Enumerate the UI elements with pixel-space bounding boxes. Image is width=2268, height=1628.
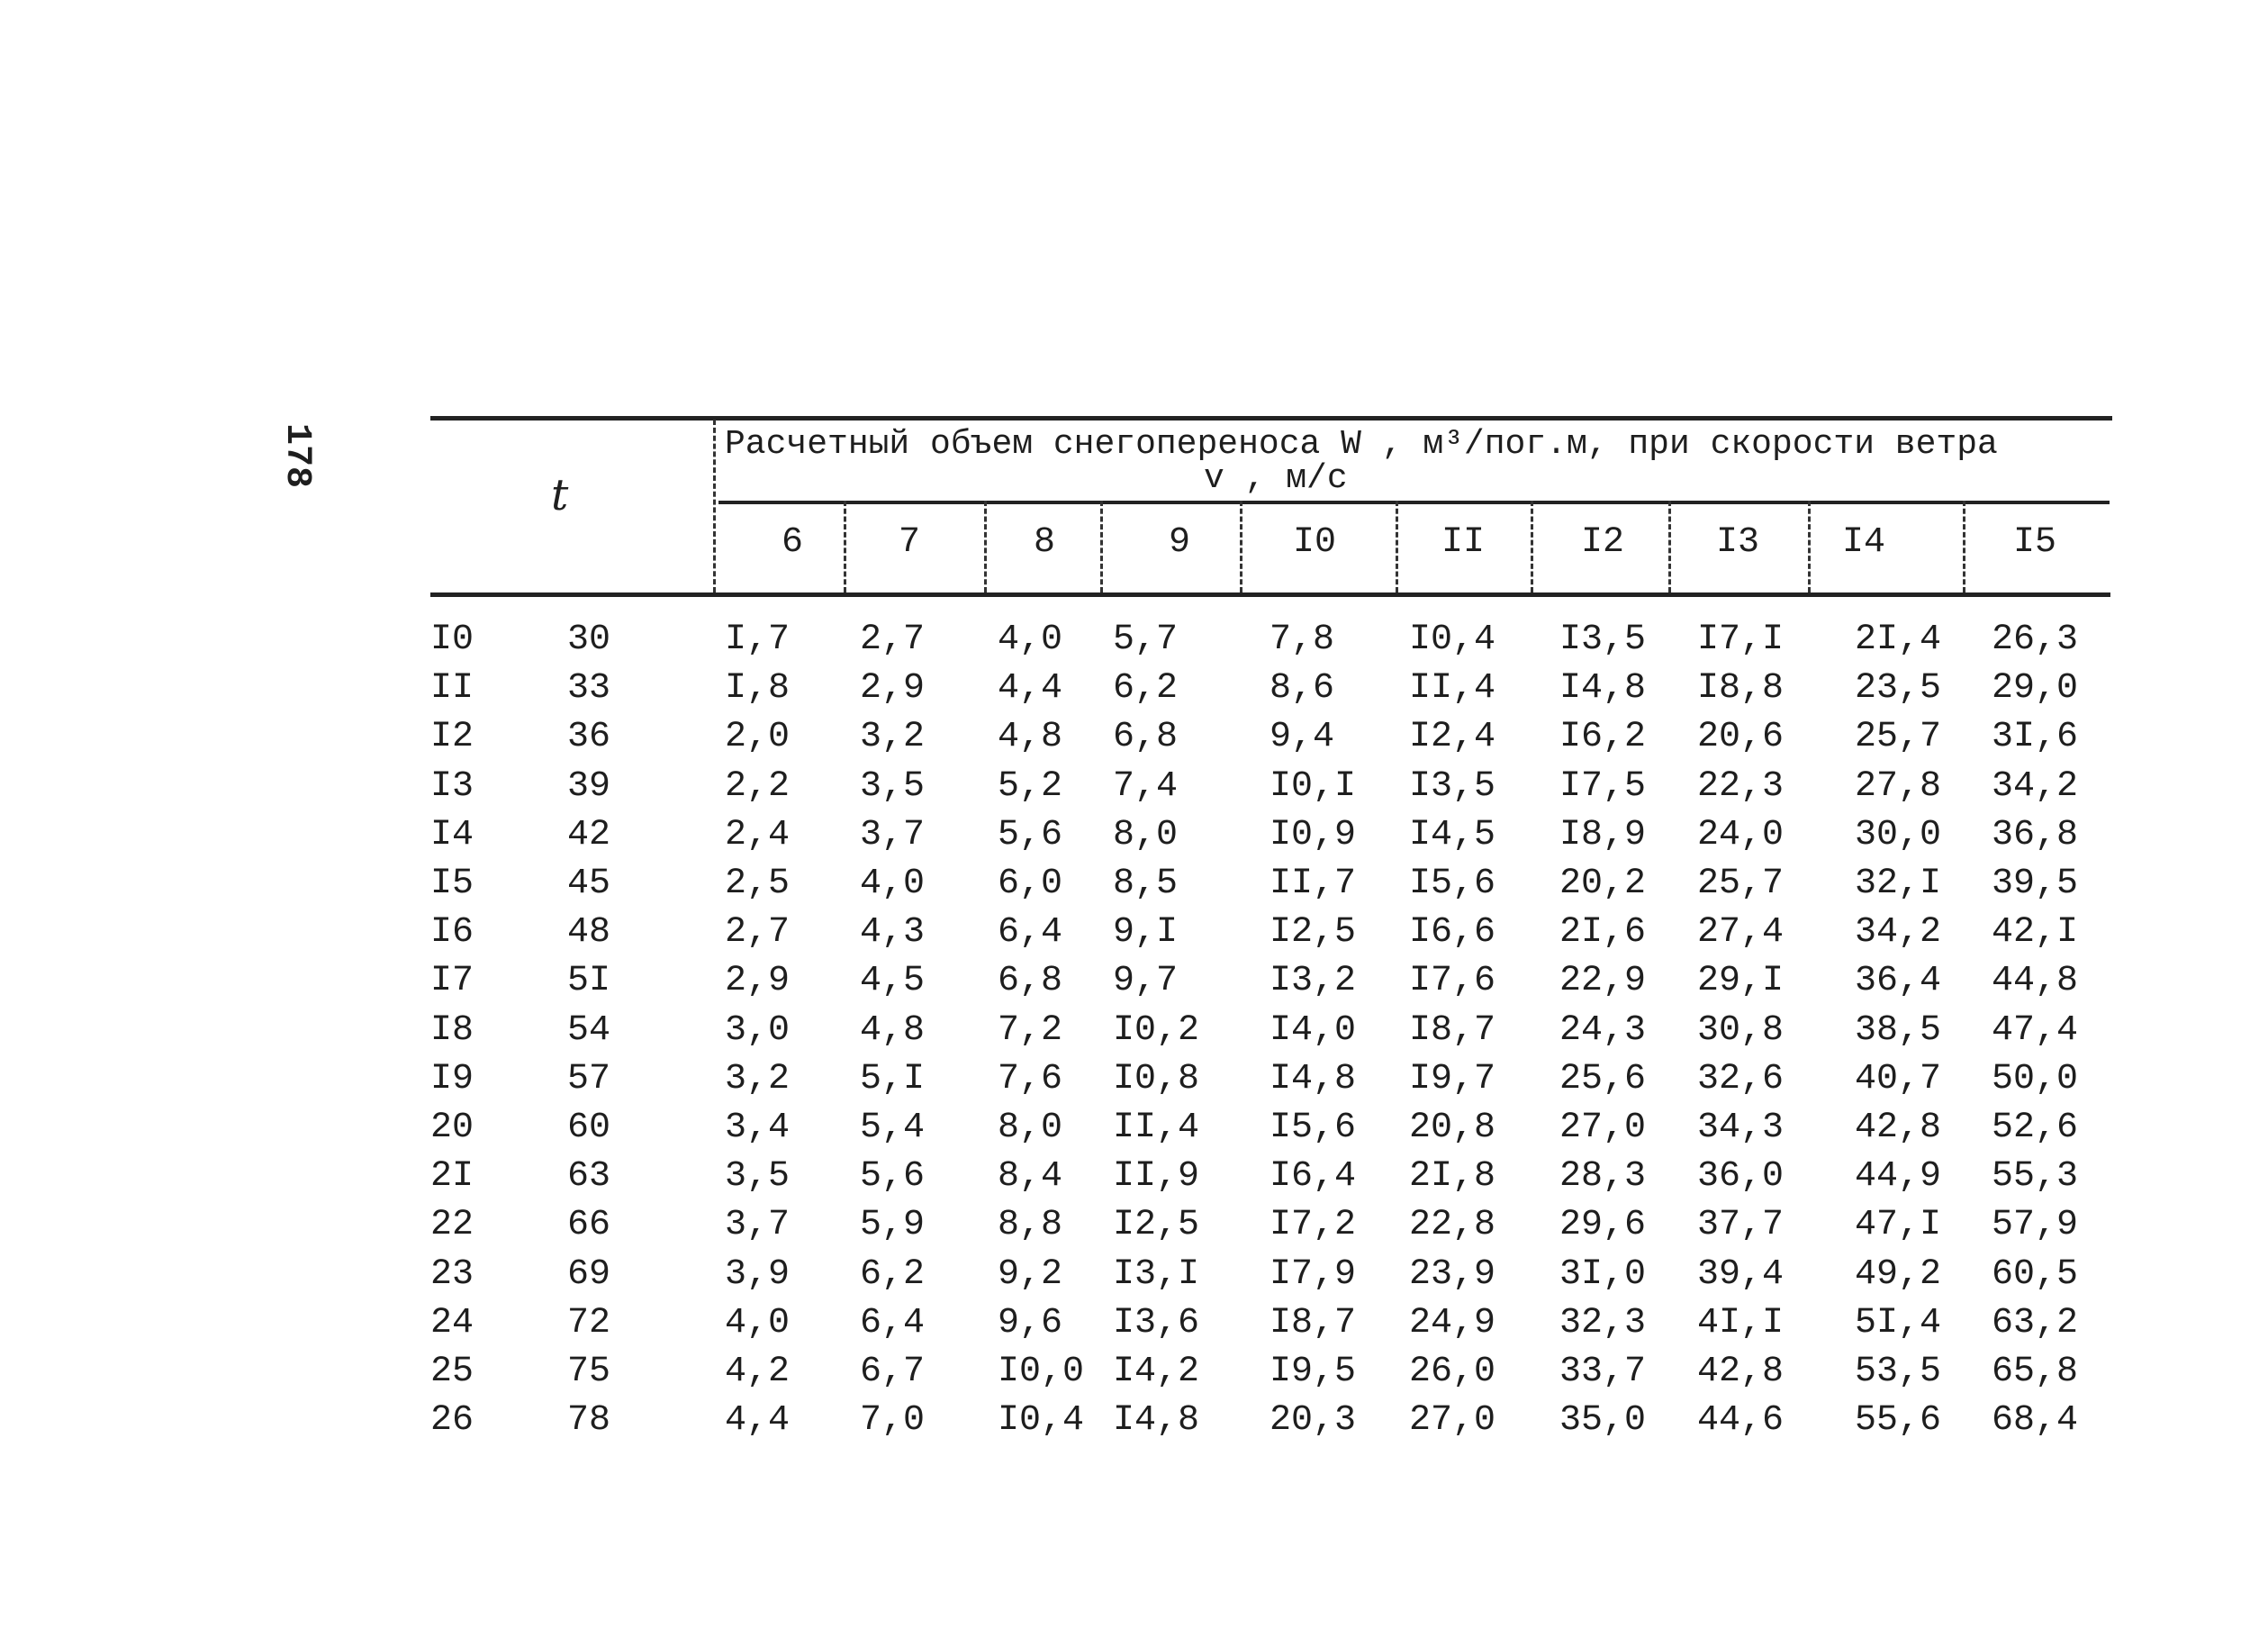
volume-cell: 52,6 xyxy=(1992,1108,2079,1148)
volume-cell: 3,2 xyxy=(725,1059,791,1099)
volume-cell: 60,5 xyxy=(1992,1254,2079,1295)
volume-cell: 2I,8 xyxy=(1409,1156,1496,1197)
volume-cell: 9,I xyxy=(1113,912,1179,953)
volume-cell: 40,7 xyxy=(1855,1059,1942,1099)
volume-cell: 2I,4 xyxy=(1855,620,1942,660)
volume-cell: 9,6 xyxy=(998,1303,1063,1343)
volume-cell: 2,7 xyxy=(725,912,791,953)
volume-cell: 5,2 xyxy=(998,766,1063,807)
row-index-cell: I4 xyxy=(430,815,474,855)
row-index-cell: 26 xyxy=(430,1400,474,1441)
row-index-cell: I3 xyxy=(430,766,474,807)
volume-cell: I3,5 xyxy=(1409,766,1496,807)
volume-cell: I7,2 xyxy=(1270,1205,1357,1245)
volume-cell: I9,5 xyxy=(1270,1352,1357,1392)
volume-cell: 2,2 xyxy=(725,766,791,807)
volume-cell: 25,7 xyxy=(1697,864,1785,904)
volume-cell: 39,4 xyxy=(1697,1254,1785,1295)
volume-cell: 44,6 xyxy=(1697,1400,1785,1441)
volume-cell: 65,8 xyxy=(1992,1352,2079,1392)
volume-cell: 2,9 xyxy=(725,961,791,1001)
wind-speed-header: 9 xyxy=(1168,522,1190,563)
t-value-cell: 42 xyxy=(567,815,611,855)
volume-cell: 3,7 xyxy=(860,815,926,855)
t-value-cell: 57 xyxy=(567,1059,611,1099)
volume-cell: I4,8 xyxy=(1270,1059,1357,1099)
volume-cell: 36,4 xyxy=(1855,961,1942,1001)
volume-cell: 24,3 xyxy=(1559,1010,1647,1051)
row-index-cell: I6 xyxy=(430,912,474,953)
volume-cell: 6,0 xyxy=(998,864,1063,904)
volume-cell: 22,3 xyxy=(1697,766,1785,807)
volume-cell: 50,0 xyxy=(1992,1059,2079,1099)
volume-cell: 8,0 xyxy=(1113,815,1179,855)
volume-cell: 68,4 xyxy=(1992,1400,2079,1441)
volume-cell: 9,4 xyxy=(1270,717,1335,757)
volume-cell: II,9 xyxy=(1113,1156,1200,1197)
volume-cell: I8,7 xyxy=(1409,1010,1496,1051)
volume-cell: 7,8 xyxy=(1270,620,1335,660)
volume-cell: 33,7 xyxy=(1559,1352,1647,1392)
volume-cell: 4,8 xyxy=(860,1010,926,1051)
volume-cell: 32,I xyxy=(1855,864,1942,904)
volume-cell: I9,7 xyxy=(1409,1059,1496,1099)
t-value-cell: 69 xyxy=(567,1254,611,1295)
volume-cell: 34,3 xyxy=(1697,1108,1785,1148)
volume-cell: I,8 xyxy=(725,668,791,709)
volume-cell: I2,5 xyxy=(1270,912,1357,953)
volume-cell: 25,6 xyxy=(1559,1059,1647,1099)
volume-cell: I0,8 xyxy=(1113,1059,1200,1099)
t-value-cell: 72 xyxy=(567,1303,611,1343)
volume-cell: 26,0 xyxy=(1409,1352,1496,1392)
volume-cell: 6,2 xyxy=(860,1254,926,1295)
volume-cell: 6,4 xyxy=(860,1303,926,1343)
volume-cell: I7,6 xyxy=(1409,961,1496,1001)
t-value-cell: 63 xyxy=(567,1156,611,1197)
volume-cell: 4,3 xyxy=(860,912,926,953)
t-value-cell: 36 xyxy=(567,717,611,757)
volume-cell: I6,4 xyxy=(1270,1156,1357,1197)
volume-cell: I4,2 xyxy=(1113,1352,1200,1392)
volume-cell: 22,9 xyxy=(1559,961,1647,1001)
column-separator xyxy=(984,501,987,592)
volume-cell: 57,9 xyxy=(1992,1205,2079,1245)
page-number: 178 xyxy=(276,423,317,489)
volume-cell: I5,6 xyxy=(1409,864,1496,904)
t-value-cell: 33 xyxy=(567,668,611,709)
volume-cell: 27,4 xyxy=(1697,912,1785,953)
header-inner-rule xyxy=(718,501,2110,504)
header-title-line2: v , м/с xyxy=(1204,459,1348,498)
volume-cell: 8,5 xyxy=(1113,864,1179,904)
row-index-cell: I2 xyxy=(430,717,474,757)
wind-speed-header: II xyxy=(1441,522,1485,563)
volume-cell: 29,I xyxy=(1697,961,1785,1001)
volume-cell: 5,4 xyxy=(860,1108,926,1148)
volume-cell: II,7 xyxy=(1270,864,1357,904)
volume-cell: 2,5 xyxy=(725,864,791,904)
volume-cell: I3,5 xyxy=(1559,620,1647,660)
volume-cell: 4,0 xyxy=(998,620,1063,660)
volume-cell: 44,8 xyxy=(1992,961,2079,1001)
volume-cell: 3I,0 xyxy=(1559,1254,1647,1295)
volume-cell: 9,7 xyxy=(1113,961,1179,1001)
volume-cell: 23,5 xyxy=(1855,668,1942,709)
volume-cell: 3I,6 xyxy=(1992,717,2079,757)
volume-cell: 5,6 xyxy=(860,1156,926,1197)
t-value-cell: 75 xyxy=(567,1352,611,1392)
row-index-cell: 22 xyxy=(430,1205,474,1245)
row-index-cell: II xyxy=(430,668,474,709)
volume-cell: 2,4 xyxy=(725,815,791,855)
wind-speed-header: 8 xyxy=(1033,522,1055,563)
volume-cell: 6,8 xyxy=(998,961,1063,1001)
volume-cell: 24,9 xyxy=(1409,1303,1496,1343)
row-index-cell: I9 xyxy=(430,1059,474,1099)
volume-cell: 2,7 xyxy=(860,620,926,660)
volume-cell: I0,4 xyxy=(1409,620,1496,660)
volume-cell: 47,I xyxy=(1855,1205,1942,1245)
volume-cell: 47,4 xyxy=(1992,1010,2079,1051)
volume-cell: 42,I xyxy=(1992,912,2079,953)
volume-cell: II,4 xyxy=(1409,668,1496,709)
volume-cell: I4,8 xyxy=(1559,668,1647,709)
volume-cell: 25,7 xyxy=(1855,717,1942,757)
volume-cell: I4,0 xyxy=(1270,1010,1357,1051)
volume-cell: I0,4 xyxy=(998,1400,1085,1441)
volume-cell: 4,4 xyxy=(998,668,1063,709)
volume-cell: 6,7 xyxy=(860,1352,926,1392)
volume-cell: 49,2 xyxy=(1855,1254,1942,1295)
volume-cell: 30,8 xyxy=(1697,1010,1785,1051)
volume-cell: 20,6 xyxy=(1697,717,1785,757)
volume-cell: 7,2 xyxy=(998,1010,1063,1051)
volume-cell: I7,5 xyxy=(1559,766,1647,807)
volume-cell: 55,3 xyxy=(1992,1156,2079,1197)
volume-cell: 34,2 xyxy=(1992,766,2079,807)
volume-cell: 27,0 xyxy=(1409,1400,1496,1441)
volume-cell: 24,0 xyxy=(1697,815,1785,855)
volume-cell: 20,2 xyxy=(1559,864,1647,904)
t-value-cell: 78 xyxy=(567,1400,611,1441)
volume-cell: 63,2 xyxy=(1992,1303,2079,1343)
wind-speed-header: I0 xyxy=(1292,522,1336,563)
volume-cell: I8,8 xyxy=(1697,668,1785,709)
wind-speed-header: 7 xyxy=(898,522,920,563)
row-index-cell: 2I xyxy=(430,1156,474,1197)
volume-cell: 2,9 xyxy=(860,668,926,709)
volume-cell: 3,9 xyxy=(725,1254,791,1295)
t-value-cell: 45 xyxy=(567,864,611,904)
volume-cell: 22,8 xyxy=(1409,1205,1496,1245)
volume-cell: 7,4 xyxy=(1113,766,1179,807)
volume-cell: 38,5 xyxy=(1855,1010,1942,1051)
header-title-line1: Расчетный объем снегопереноса W , м³/пог.м, при скорости ветра xyxy=(725,425,1998,464)
volume-cell: 8,8 xyxy=(998,1205,1063,1245)
volume-cell: 30,0 xyxy=(1855,815,1942,855)
volume-cell: I4,8 xyxy=(1113,1400,1200,1441)
volume-cell: I3,6 xyxy=(1113,1303,1200,1343)
volume-cell: 3,7 xyxy=(725,1205,791,1245)
row-index-cell: I5 xyxy=(430,864,474,904)
volume-cell: I3,2 xyxy=(1270,961,1357,1001)
volume-cell: 4,4 xyxy=(725,1400,791,1441)
wind-speed-header: I2 xyxy=(1580,522,1624,563)
volume-cell: I6,6 xyxy=(1409,912,1496,953)
volume-cell: 20,3 xyxy=(1270,1400,1357,1441)
volume-cell: 27,8 xyxy=(1855,766,1942,807)
volume-cell: II,4 xyxy=(1113,1108,1200,1148)
column-separator xyxy=(713,420,716,592)
volume-cell: 8,6 xyxy=(1270,668,1335,709)
volume-cell: 6,4 xyxy=(998,912,1063,953)
row-index-cell: 25 xyxy=(430,1352,474,1392)
t-value-cell: 39 xyxy=(567,766,611,807)
volume-cell: 8,0 xyxy=(998,1108,1063,1148)
column-separator xyxy=(1100,501,1103,592)
row-index-cell: 23 xyxy=(430,1254,474,1295)
t-value-cell: 66 xyxy=(567,1205,611,1245)
volume-cell: 3,5 xyxy=(860,766,926,807)
t-value-cell: 54 xyxy=(567,1010,611,1051)
volume-cell: 32,6 xyxy=(1697,1059,1785,1099)
volume-cell: 5,I xyxy=(860,1059,926,1099)
volume-cell: 3,0 xyxy=(725,1010,791,1051)
volume-cell: I3,I xyxy=(1113,1254,1200,1295)
t-value-cell: 5I xyxy=(567,961,611,1001)
volume-cell: 55,6 xyxy=(1855,1400,1942,1441)
row-index-cell: I8 xyxy=(430,1010,474,1051)
column-separator xyxy=(1963,501,1965,592)
wind-speed-header: I3 xyxy=(1715,522,1759,563)
volume-cell: 20,8 xyxy=(1409,1108,1496,1148)
volume-cell: 4I,I xyxy=(1697,1303,1785,1343)
volume-cell: I2,5 xyxy=(1113,1205,1200,1245)
header-bottom-rule xyxy=(430,592,2110,597)
volume-cell: 4,5 xyxy=(860,961,926,1001)
row-index-cell: I7 xyxy=(430,961,474,1001)
volume-cell: I7,I xyxy=(1697,620,1785,660)
volume-cell: 28,3 xyxy=(1559,1156,1647,1197)
column-separator xyxy=(1668,501,1671,592)
volume-cell: I,7 xyxy=(725,620,791,660)
column-separator xyxy=(1396,501,1398,592)
volume-cell: 36,0 xyxy=(1697,1156,1785,1197)
volume-cell: 23,9 xyxy=(1409,1254,1496,1295)
volume-cell: 5,7 xyxy=(1113,620,1179,660)
row-index-cell: 20 xyxy=(430,1108,474,1148)
volume-cell: I0,2 xyxy=(1113,1010,1200,1051)
volume-cell: 32,3 xyxy=(1559,1303,1647,1343)
volume-cell: I0,9 xyxy=(1270,815,1357,855)
volume-cell: 29,0 xyxy=(1992,668,2079,709)
volume-cell: I7,9 xyxy=(1270,1254,1357,1295)
volume-cell: 7,6 xyxy=(998,1059,1063,1099)
volume-cell: 2,0 xyxy=(725,717,791,757)
volume-cell: 6,2 xyxy=(1113,668,1179,709)
volume-cell: 4,8 xyxy=(998,717,1063,757)
volume-cell: 29,6 xyxy=(1559,1205,1647,1245)
volume-cell: I5,6 xyxy=(1270,1108,1357,1148)
volume-cell: I6,2 xyxy=(1559,717,1647,757)
t-value-cell: 60 xyxy=(567,1108,611,1148)
volume-cell: 39,5 xyxy=(1992,864,2079,904)
volume-cell: I8,7 xyxy=(1270,1303,1357,1343)
volume-cell: 7,0 xyxy=(860,1400,926,1441)
t-column-header: t xyxy=(551,470,569,520)
volume-cell: 9,2 xyxy=(998,1254,1063,1295)
volume-cell: 3,4 xyxy=(725,1108,791,1148)
volume-cell: 3,2 xyxy=(860,717,926,757)
volume-cell: 36,8 xyxy=(1992,815,2079,855)
table-top-rule xyxy=(430,416,2112,421)
volume-cell: 3,5 xyxy=(725,1156,791,1197)
volume-cell: 5I,4 xyxy=(1855,1303,1942,1343)
volume-cell: 35,0 xyxy=(1559,1400,1647,1441)
volume-cell: 4,2 xyxy=(725,1352,791,1392)
row-index-cell: 24 xyxy=(430,1303,474,1343)
row-index-cell: I0 xyxy=(430,620,474,660)
volume-cell: I8,9 xyxy=(1559,815,1647,855)
volume-cell: 5,6 xyxy=(998,815,1063,855)
volume-cell: 4,0 xyxy=(860,864,926,904)
volume-cell: 5,9 xyxy=(860,1205,926,1245)
volume-cell: 27,0 xyxy=(1559,1108,1647,1148)
volume-cell: 42,8 xyxy=(1855,1108,1942,1148)
volume-cell: 6,8 xyxy=(1113,717,1179,757)
wind-speed-header: 6 xyxy=(781,522,803,563)
column-separator xyxy=(1531,501,1533,592)
volume-cell: 4,0 xyxy=(725,1303,791,1343)
wind-speed-header: I5 xyxy=(2012,522,2056,563)
volume-cell: I2,4 xyxy=(1409,717,1496,757)
wind-speed-header: I4 xyxy=(1841,522,1885,563)
volume-cell: 53,5 xyxy=(1855,1352,1942,1392)
volume-cell: 2I,6 xyxy=(1559,912,1647,953)
volume-cell: I0,0 xyxy=(998,1352,1085,1392)
volume-cell: 26,3 xyxy=(1992,620,2079,660)
volume-cell: I4,5 xyxy=(1409,815,1496,855)
volume-cell: 44,9 xyxy=(1855,1156,1942,1197)
column-separator xyxy=(1240,501,1242,592)
volume-cell: I0,I xyxy=(1270,766,1357,807)
volume-cell: 34,2 xyxy=(1855,912,1942,953)
t-value-cell: 48 xyxy=(567,912,611,953)
volume-cell: 37,7 xyxy=(1697,1205,1785,1245)
volume-cell: 8,4 xyxy=(998,1156,1063,1197)
t-value-cell: 30 xyxy=(567,620,611,660)
volume-cell: 42,8 xyxy=(1697,1352,1785,1392)
